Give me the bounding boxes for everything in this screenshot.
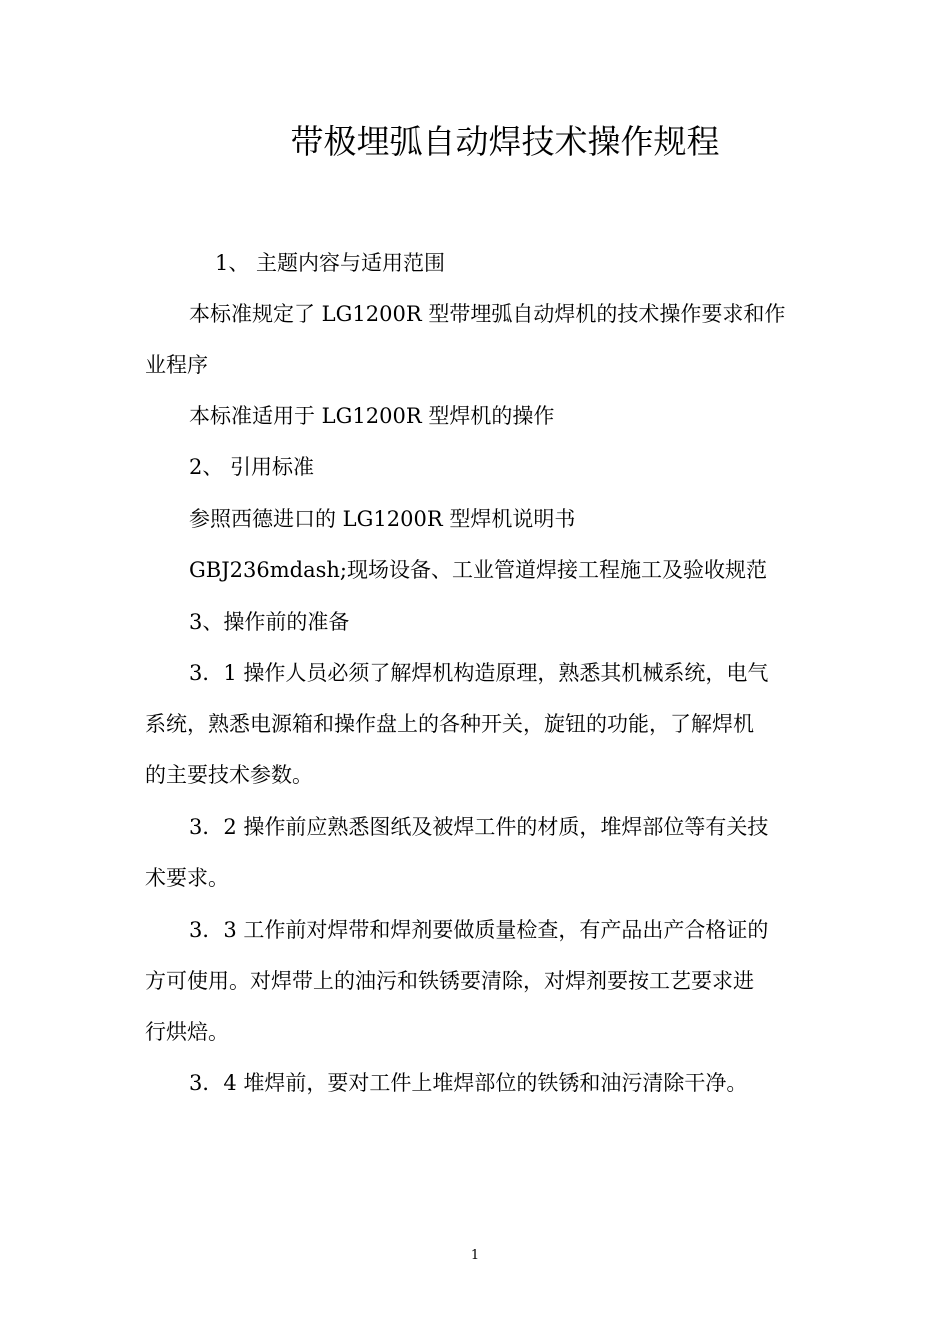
paragraph-line: 3．1 操作人员必须了解焊机构造原理，熟悉其机械系统，电气: [189, 661, 769, 685]
section-heading-1: 1、 主题内容与适用范围: [215, 251, 446, 275]
section-heading-2: 2、 引用标准: [189, 455, 315, 479]
paragraph-line: 本标准适用于 LG1200R 型焊机的操作: [189, 404, 555, 428]
paragraph-line: 参照西德进口的 LG1200R 型焊机说明书: [189, 507, 576, 531]
paragraph-line: 系统，熟悉电源箱和操作盘上的各种开关，旋钮的功能，了解焊机: [145, 712, 754, 736]
paragraph-line: 本标准规定了 LG1200R 型带埋弧自动焊机的技术操作要求和作: [189, 302, 786, 326]
paragraph-line: GBJ236mdash;现场设备、工业管道焊接工程施工及验收规范: [189, 558, 767, 582]
paragraph-line: 3．3 工作前对焊带和焊剂要做质量检查，有产品出产合格证的: [189, 918, 769, 942]
paragraph-line: 业程序: [145, 353, 208, 377]
document-title: 带极埋弧自动焊技术操作规程: [290, 122, 720, 161]
paragraph-line: 3．2 操作前应熟悉图纸及被焊工件的材质，堆焊部位等有关技: [189, 815, 769, 839]
paragraph-line: 术要求。: [145, 866, 229, 890]
paragraph-line: 的主要技术参数。: [145, 763, 313, 787]
section-heading-3: 3、操作前的准备: [189, 610, 350, 634]
page-number: 1: [470, 1248, 480, 1263]
paragraph-line: 方可使用。对焊带上的油污和铁锈要清除，对焊剂要按工艺要求进: [145, 969, 754, 993]
paragraph-line: 行烘焙。: [145, 1020, 229, 1044]
paragraph-line: 3．4 堆焊前，要对工件上堆焊部位的铁锈和油污清除干净。: [189, 1071, 748, 1095]
